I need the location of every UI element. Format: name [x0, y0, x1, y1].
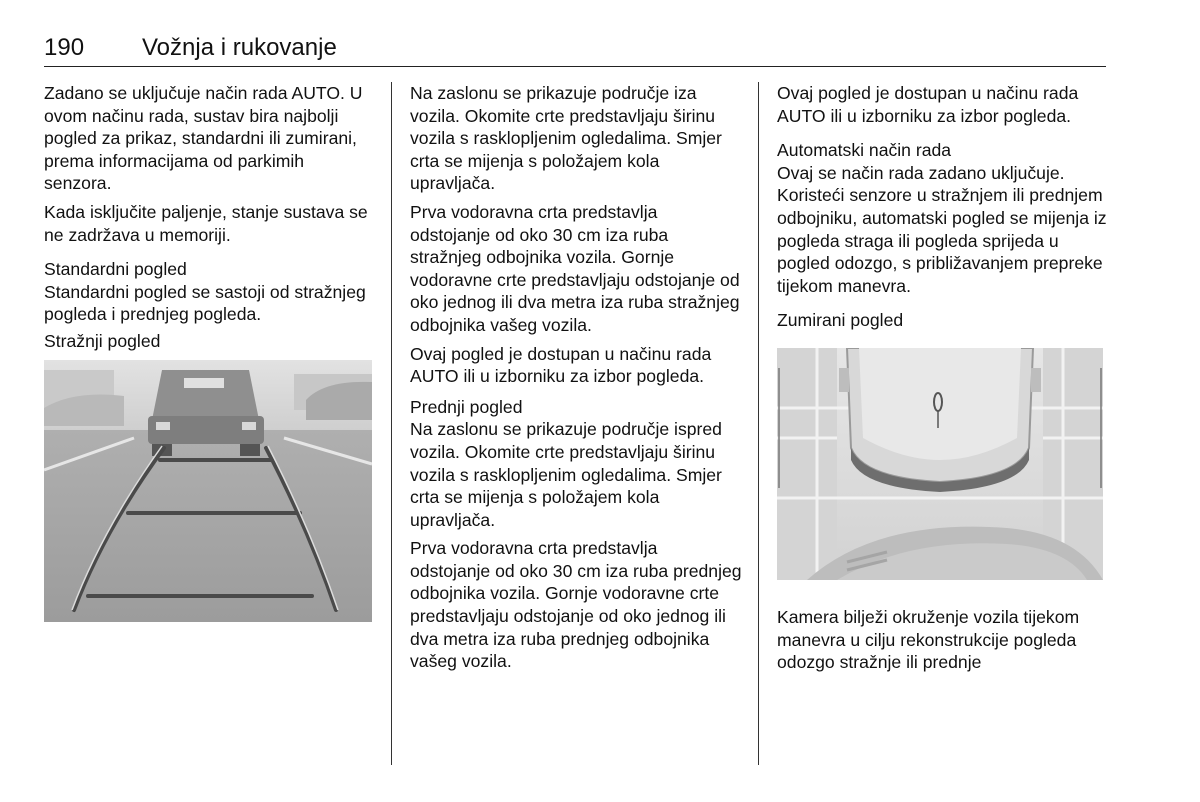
column-2 [410, 82, 742, 679]
heading-automatic-mode: Automatski način rada [777, 140, 952, 161]
paragraph-standard-view: Standardni pogled se sastoji od stražnjeg pogleda i prednjeg pogleda. [44, 281, 366, 325]
heading-rear-view: Stražnji pogled [44, 330, 161, 351]
heading-standard-view: Standardni pogled [44, 259, 187, 280]
paragraph-ignition-off: Kada isključite paljenje, stanje sustava se ne zadržava u memoriji. [44, 201, 368, 245]
paragraph-front-lines: Prva vodoravna crta predstavlja odstojanje od oko 30 cm iza ruba prednjeg odbojnika vozila. Gornje vodoravne crte predstavljaju odstojanje od oko jednog ili dva metra iza ruba prednjeg odbojnika vašeg vozila. [410, 538, 742, 672]
page-number: 190 [44, 34, 85, 61]
heading-zoomed-view: Zumirani pogled [777, 310, 904, 331]
paragraph-auto-mode: Zadano se uključuje način rada AUTO. U ovom načinu rada, sustav bira najbolji pogled za prikaz, standardni ili zumirani, prema informacijama od parkimih senzora. [44, 83, 363, 194]
paragraph-rear-availability: Ovaj pogled je dostupan u načinu rada AUTO ili u izborniku za izbor pogleda. [410, 343, 712, 387]
paragraph-front-availability: Ovaj pogled je dostupan u načinu rada AUTO ili u izborniku za izbor pogleda. [777, 83, 1079, 126]
paragraph-front-area: Na zaslonu se prikazuje područje ispred vozila. Okomite crte predstavljaju širinu vozila s rasklopljenim ogledalima. Smjer crta se mijenja s položajem kola upravljača. [410, 419, 722, 530]
rear-camera-image [44, 360, 372, 622]
column-3 [777, 82, 1109, 680]
page-header [44, 34, 1106, 66]
column-divider-2 [758, 82, 759, 765]
paragraph-rear-lines: Prva vodoravna crta predstavlja odstojanje od oko 30 cm iza ruba stražnjeg odbojnika vozila. Gornje vodoravne crte predstavljaju odstojanje od oko jednog ili dva metra iza ruba stražnjeg odbojnika vašeg vozila. [410, 201, 740, 335]
paragraph-automatic-mode: Ovaj se način rada zadano uključuje. Koristeći senzore u stražnjem ili prednjem odbojniku, automatski pogled se mijenja iz pogleda straga ili pogleda sprijeda u pogled odozgo, s približavanjem prepreke tijekom manevra. [777, 162, 1107, 296]
zoomed-view-image [777, 348, 1103, 580]
column-1 [44, 82, 376, 622]
heading-front-view: Prednji pogled [410, 396, 523, 417]
paragraph-camera-record: Kamera bilježi okruženje vozila tijekom manevra u cilju rekonstrukcije pogleda odozgo stražnje ili prednje [777, 606, 1080, 673]
header-divider [44, 66, 1106, 67]
column-divider-1 [391, 82, 392, 765]
paragraph-rear-area: Na zaslonu se prikazuje područje iza vozila. Okomite crte predstavljaju širinu vozila s rasklopljenim ogledalima. Smjer crta se mijenja s položajem kola upravljača. [410, 83, 722, 194]
chapter-title: Vožnja i rukovanje [142, 34, 337, 61]
